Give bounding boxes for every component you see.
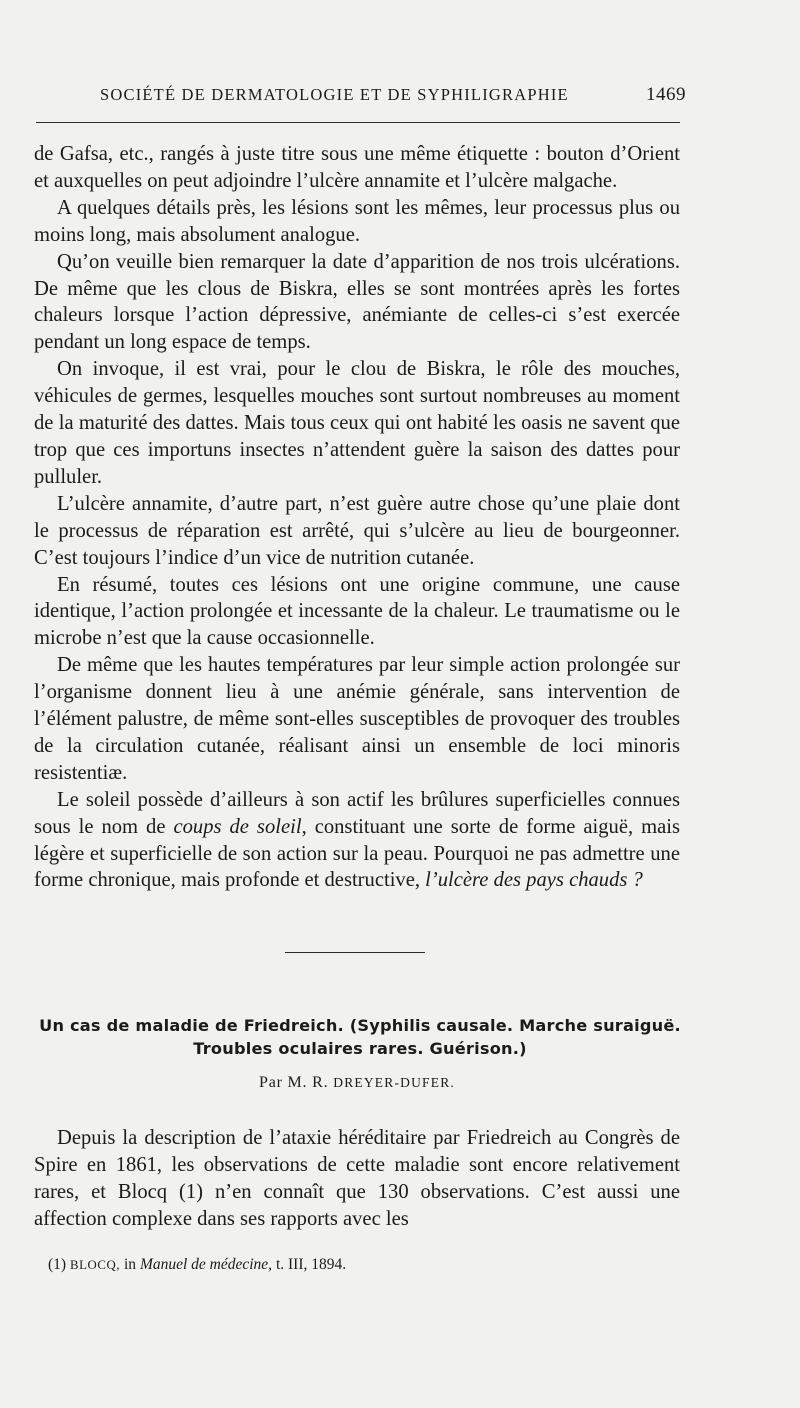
header-rule: [36, 122, 680, 123]
footnote-work: Manuel de médecine,: [139, 1256, 273, 1273]
article-title: [30, 1014, 690, 1060]
footnote-marker: (1): [48, 1256, 67, 1273]
paragraph-5: L’ulcère annamite, d’autre part, n’est guère autre chose qu’une plaie dont le processus de réparation est arrêté, qui s’ulcère au lieu de bourgeonner. C’est toujours l’indice d’un vice de nutrition cutanée.: [34, 492, 680, 569]
italic-phrase-ulcere: l’ulcère des pays chauds ?: [425, 869, 643, 892]
page-number: 1469: [646, 84, 686, 105]
article-intro-paragraph: Depuis la description de l’ataxie héréditaire par Friedreich au Congrès de Spire en 1861, les observations de cette maladie sont encore relativement rares, et Blocq (1) n’en connaît que 130 observations. C’est aussi une affection complexe dans ses rapports avec les: [34, 1127, 680, 1230]
paragraph-3: Qu’on veuille bien remarquer la date d’apparition de nos trois ulcérations. De même que les clous de Biskra, elles se sont montrées après les fortes chaleurs lorsque l’action dépressive, anémiante de celles-ci s’est exercée pendant un long espace de temps.: [34, 250, 680, 354]
paragraph-6: En résumé, toutes ces lésions ont une origine commune, une cause identique, l’action prolongée et incessante de la chaleur. Le traumatisme ou le microbe n’est que la cause occasionnelle.: [34, 573, 680, 650]
italic-phrase-coups-de-soleil: coups de soleil: [173, 815, 302, 838]
paragraph-4: On invoque, il est vrai, pour le clou de Biskra, le rôle des mouches, véhicules de germes, lesquelles mouches sont surtout nombreuses au moment de la maturité des dattes. Mais tous ceux qui ont habité les oasis ne savent que trop que ces importuns insectes n’attendent guère la saison des dattes pour pulluler.: [34, 358, 680, 488]
footnote-rest: t. III, 1894.: [275, 1256, 347, 1273]
byline: [0, 1074, 714, 1092]
byline-author: DREYER-DUFER.: [333, 1075, 455, 1090]
section-divider: [285, 952, 425, 953]
article-text: [34, 1125, 680, 1233]
footnote-author: BLOCQ,: [69, 1258, 121, 1272]
paragraph-7: De même que les hautes températures par leur simple action prolongée sur l’organisme donnent lieu à une anémie générale, sans intervention de l’élément palustre, de même sont-elles susceptibles de provoquer des troubles de la circulation cutanée, réalisant ainsi un ensemble de loci minoris resistentiæ.: [34, 654, 680, 784]
main-text: [34, 141, 680, 894]
paragraph-8: [34, 787, 680, 895]
paragraph-8-text-a: Le soleil possède d’ailleurs à son actif les brûlures superficielles connues sous le nom de: [34, 788, 680, 838]
footnote-in: in: [124, 1256, 137, 1273]
paragraph-2: A quelques détails près, les lésions sont les mêmes, leur processus plus ou moins long, mais absolument analogue.: [34, 196, 680, 246]
running-title: SOCIÉTÉ DE DERMATOLOGIE ET DE SYPHILIGRAPHIE: [100, 85, 569, 104]
article-title-line-2: Troubles oculaires rares. Guérison.): [193, 1039, 527, 1058]
byline-prefix: Par M. R.: [259, 1074, 329, 1091]
paragraph-8-text-b: , constituant une sorte de forme aiguë, mais légère et superficielle de son action sur la peau. Pourquoi ne pas admettre une forme chronique, mais profonde et destructive,: [34, 815, 680, 892]
footnote: [48, 1256, 668, 1274]
paragraph-1: de Gafsa, etc., rangés à juste titre sous une même étiquette : bouton d’Orient et auxquelles on peut adjoindre l’ulcère annamite et l’ulcère malgache.: [34, 143, 680, 192]
running-header: [100, 84, 686, 106]
article-title-line-1: Un cas de maladie de Friedreich. (Syphilis causale. Marche suraiguë.: [39, 1016, 681, 1035]
